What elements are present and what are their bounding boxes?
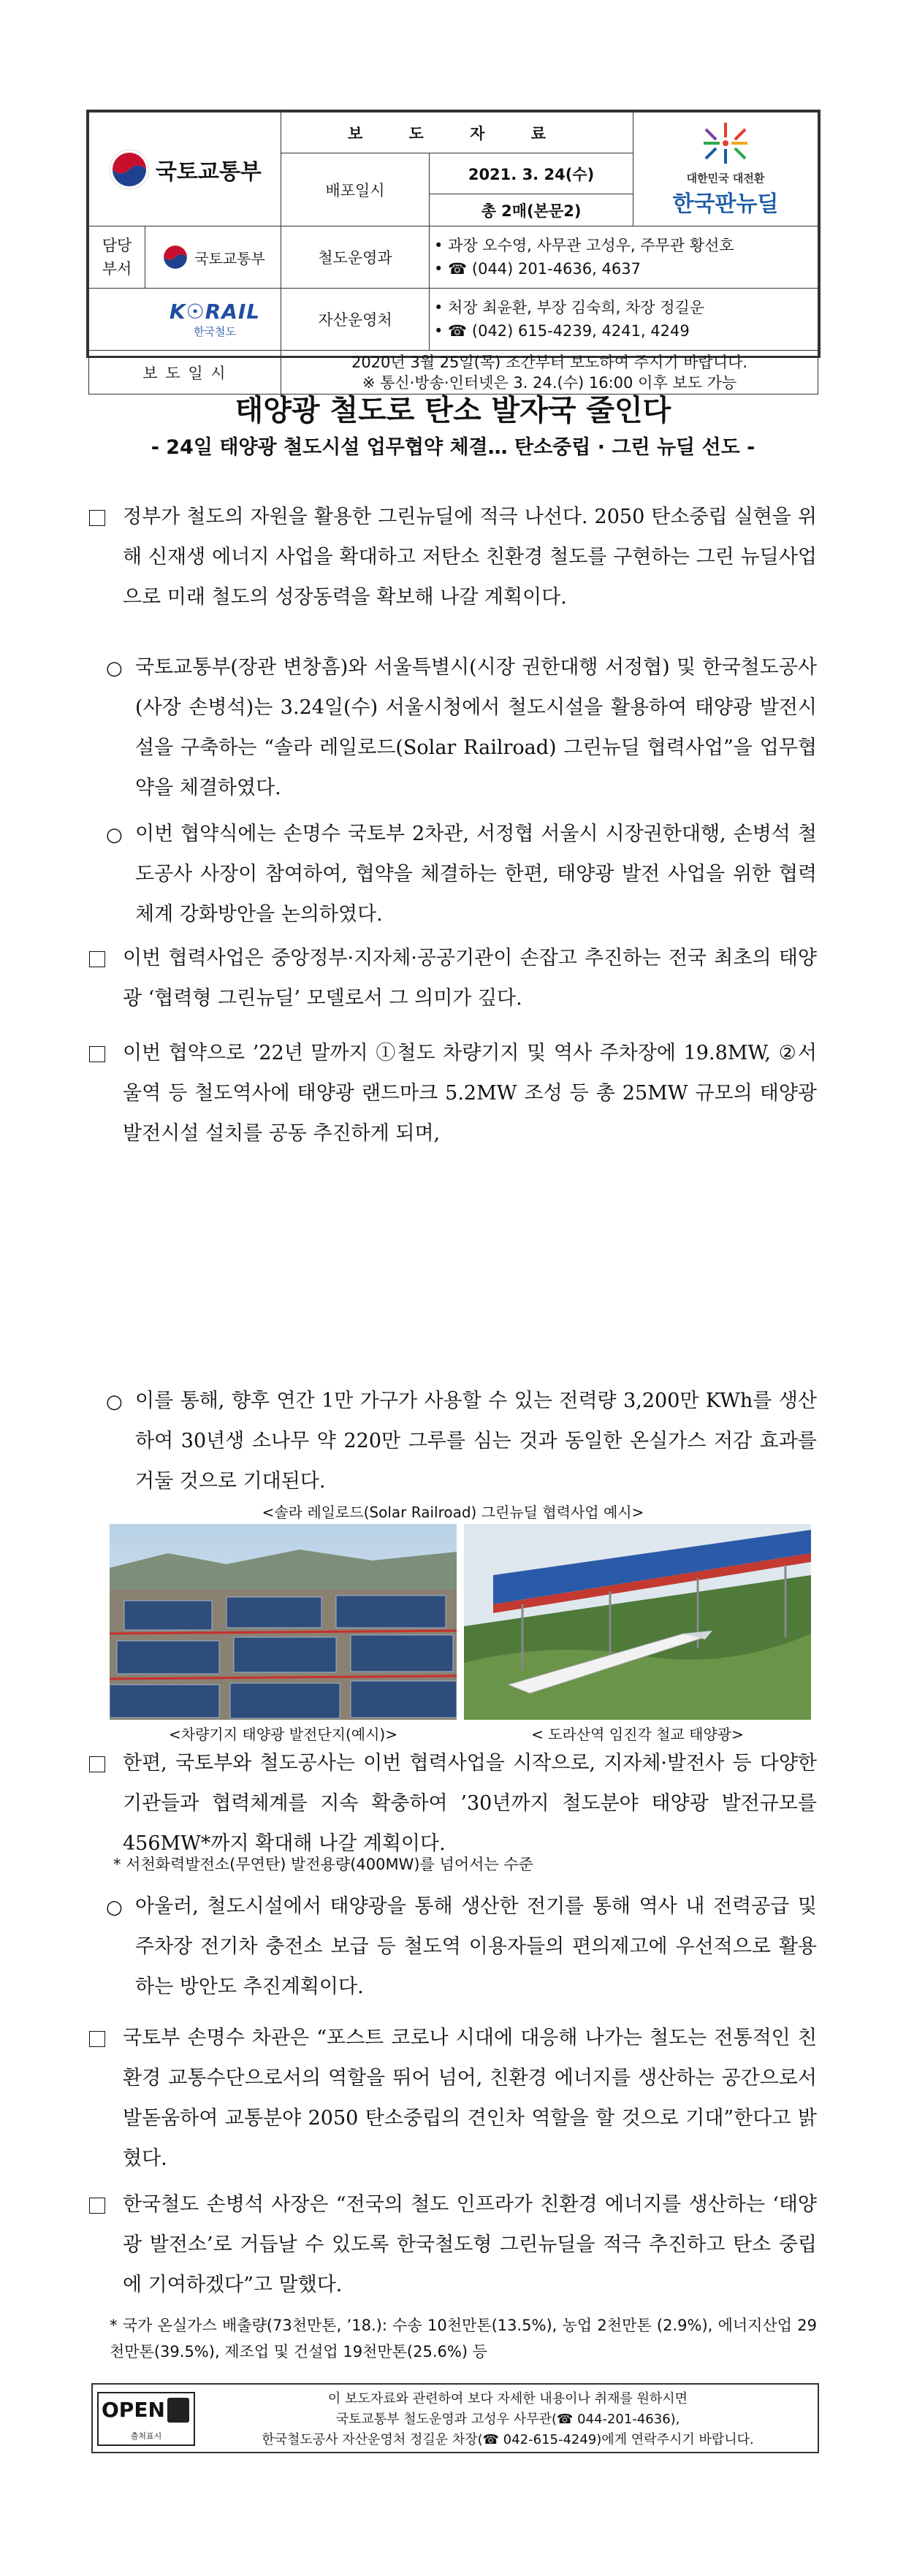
green-newdeal-subtitle: 대한민국 대전환 [686, 171, 765, 185]
molit-logo-cell [89, 113, 281, 226]
molit-small-emblem-icon [161, 243, 190, 272]
attribution-icon [167, 2398, 189, 2423]
korail-logo: K☉RAIL [169, 300, 261, 324]
press-release-title: 보 도 자 료 [281, 113, 633, 153]
paragraph-3: 이번 협약식에는 손명수 국토부 2차관, 서정협 서울시 시장권한대행, 손병석 철도공사 사장이 참여하여, 협약을 체결하는 한편, 태양광 발전 사업을 위한 협력체계 강화방안을 논의하였다. [135, 823, 817, 926]
paragraph-10: 한국철도 손병석 사장은 “전국의 철도 인프라가 친환경 에너지를 생산하는 ‘태양광 발전소’로 거듭날 수 있도록 한국철도형 그린뉴딜을 적극 추진하고 탄소 중립에 기여하겠다”고 말했다. [123, 2193, 817, 2296]
footnote-1: * 서천화력발전소(무연탄) 발전용량(400MW)를 넘어서는 수준 [113, 1856, 533, 1873]
green-newdeal-logo [633, 113, 818, 226]
bullet-box-icon [89, 2031, 105, 2047]
headline: 태양광 철도로 탄소 발자국 줄인다 [235, 394, 671, 427]
dept2-phone: • ☎ (042) 615-4239, 4241, 4249 [434, 322, 690, 340]
dept-label: 담당 부서 [89, 226, 145, 288]
molit-small-name: 국토교통부 [194, 249, 265, 267]
bullet-box-icon [89, 1046, 105, 1062]
paragraph-9: 국토부 손명수 차관은 “포스트 코로나 시대에 대응해 나가는 철도는 전통적인 친환경 교통수단으로서의 역할을 뛰어 넘어, 친환경 에너지를 생산하는 공간으로서 발돋움하여 교통분야 2050 탄소중립의 견인차 역할을 할 것으로 기대”한다고 밝혔다. [123, 2027, 817, 2170]
open-license-badge [97, 2392, 195, 2446]
dept1-staff: • 과장 오수영, 사무관 고성우, 주무관 황선호 [434, 237, 734, 254]
release-label: 보 도 일 시 [89, 351, 281, 395]
paragraph-2: 국토교통부(장관 변창흠)와 서울특별시(시장 권한대행 서정협) 및 한국철도공사(사장 손병석)는 3.24일(수) 서울시청에서 철도시설을 활용하여 태양광 발전시설을 구축하는 “솔라 레일로드(Solar Railroad) 그린뉴딜 협력사업”을 업무협약을 체결하였다. [135, 656, 817, 799]
figure-title: <솔라 레일로드(Solar Railroad) 그린뉴딜 협력사업 예시> [262, 1504, 644, 1521]
molit-name: 국토교통부 [155, 159, 262, 185]
bullet-box-icon [89, 510, 105, 526]
contact-line-3: 한국철도공사 자산운영처 정길운 차장(☎ 042-615-4249)에게 연락주시기 바랍니다. [262, 2432, 754, 2447]
circle-bullet-icon: ○ [106, 1391, 123, 1413]
paragraph-8: 아울러, 철도시설에서 태양광을 통해 생산한 전기를 통해 역사 내 전력공급 및 주차장 전기차 충전소 보급 등 철도역 이용자들의 편의제고에 우선적으로 활용하는 방안도 추진계획이다. [135, 1895, 817, 1998]
page-count: 총 2매(본문2) [430, 194, 633, 226]
release-line-1: 2020년 3월 25일(목) 조간부터 보도하여 주시기 바랍니다. [351, 353, 748, 371]
release-line-2: ※ 통신·방송·인터넷은 3. 24.(수) 16:00 이후 보도 가능 [362, 373, 737, 392]
paragraph-5: 이번 협약으로 ’22년 말까지 ①철도 차량기지 및 역사 주차장에 19.8MW, ②서울역 등 철도역사에 태양광 랜드마크 5.2MW 조성 등 총 25MW 규모의 태양광 발전시설 설치를 공동 추진하게 되며, [123, 1042, 818, 1145]
contact-footer [91, 2383, 819, 2453]
contact-lines [202, 2389, 813, 2450]
green-newdeal-name: 한국판뉴딜 [672, 191, 779, 217]
depot-solar-photo [110, 1524, 457, 1720]
dept1-contact [430, 226, 818, 289]
dept2-contact [430, 289, 818, 351]
paragraph-4: 이번 협력사업은 중앙정부·지자체·공공기관이 손잡고 추진하는 전국 최초의 태양광 ‘협력형 그린뉴딜’ 모델로서 그 의미가 깊다. [123, 947, 817, 1010]
dept-cell-korail [89, 289, 281, 351]
footnote-2: * 국가 온실가스 배출량(73천만톤, ’18.): 수송 10천만톤(13.5%), 농업 2천만톤 (2.9%), 에너지산업 29천만톤(39.5%), 제조업 및 건설업 19천만톤(25.6%) 등 [110, 2317, 817, 2360]
distribution-label: 배포일시 [281, 153, 430, 226]
dept-cell-molit [89, 226, 281, 289]
open-badge-label: OPEN [102, 2398, 165, 2422]
dept2-staff: • 처장 최윤환, 부장 김숙희, 차장 정길운 [434, 299, 705, 316]
molit-emblem-icon [108, 148, 151, 191]
korail-subtitle: 한국철도 [194, 325, 236, 338]
subheadline: - 24일 태양광 철도시설 업무협약 체결… 탄소중립 · 그린 뉴딜 선도 - [151, 436, 755, 459]
caption-right: < 도라산역 임진각 철교 태양광> [531, 1726, 744, 1743]
contact-line-1: 이 보도자료와 관련하여 보다 자세한 내용이나 취재를 원하시면 [327, 2391, 688, 2407]
circle-bullet-icon: ○ [106, 824, 123, 846]
bullet-box-icon [89, 1756, 105, 1772]
circle-bullet-icon: ○ [106, 1897, 123, 1918]
green-newdeal-icon [700, 121, 751, 167]
paragraph-6: 이를 통해, 향후 연간 1만 가구가 사용할 수 있는 전력량 3,200만 KWh를 생산하여 30년생 소나무 약 220만 그루를 심는 것과 동일한 온실가스 저감 효과를 거둘 것으로 기대된다. [135, 1390, 817, 1493]
dept1-phone: • ☎ (044) 201-4636, 4637 [434, 260, 641, 278]
dept2-name: 자산운영처 [281, 289, 430, 351]
dept1-name: 철도운영과 [281, 226, 430, 289]
paragraph-7: 한편, 국토부와 철도공사는 이번 협력사업을 시작으로, 지자체·발전사 등 다양한 기관들과 협력체계를 지속 확충하여 ’30년까지 철도분야 태양광 발전규모를 456MW*까지 확대해 나갈 계획이다. [123, 1752, 817, 1855]
press-header-table [86, 110, 821, 392]
contact-line-2: 국토교통부 철도운영과 고성우 사무관(☎ 044-201-4636), [335, 2412, 680, 2427]
distribution-date: 2021. 3. 24(수) [430, 153, 633, 194]
depot-solar-image [110, 1524, 457, 1720]
caption-left: <차량기지 태양광 발전단지(예시)> [169, 1726, 397, 1743]
circle-bullet-icon: ○ [106, 658, 123, 679]
dorasan-bridge-image [464, 1524, 811, 1720]
dorasan-bridge-photo [464, 1524, 811, 1720]
bullet-box-icon [89, 2198, 105, 2214]
paragraph-1: 정부가 철도의 자원을 활용한 그린뉴딜에 적극 나선다. 2050 탄소중립 실현을 위해 신재생 에너지 사업을 확대하고 저탄소 친환경 철도를 구현하는 그린 뉴딜사업으로 미래 철도의 성장동력을 확보해 나갈 계획이다. [123, 506, 817, 609]
bullet-box-icon [89, 951, 105, 967]
open-badge-sub: 출처표시 [130, 2431, 162, 2441]
